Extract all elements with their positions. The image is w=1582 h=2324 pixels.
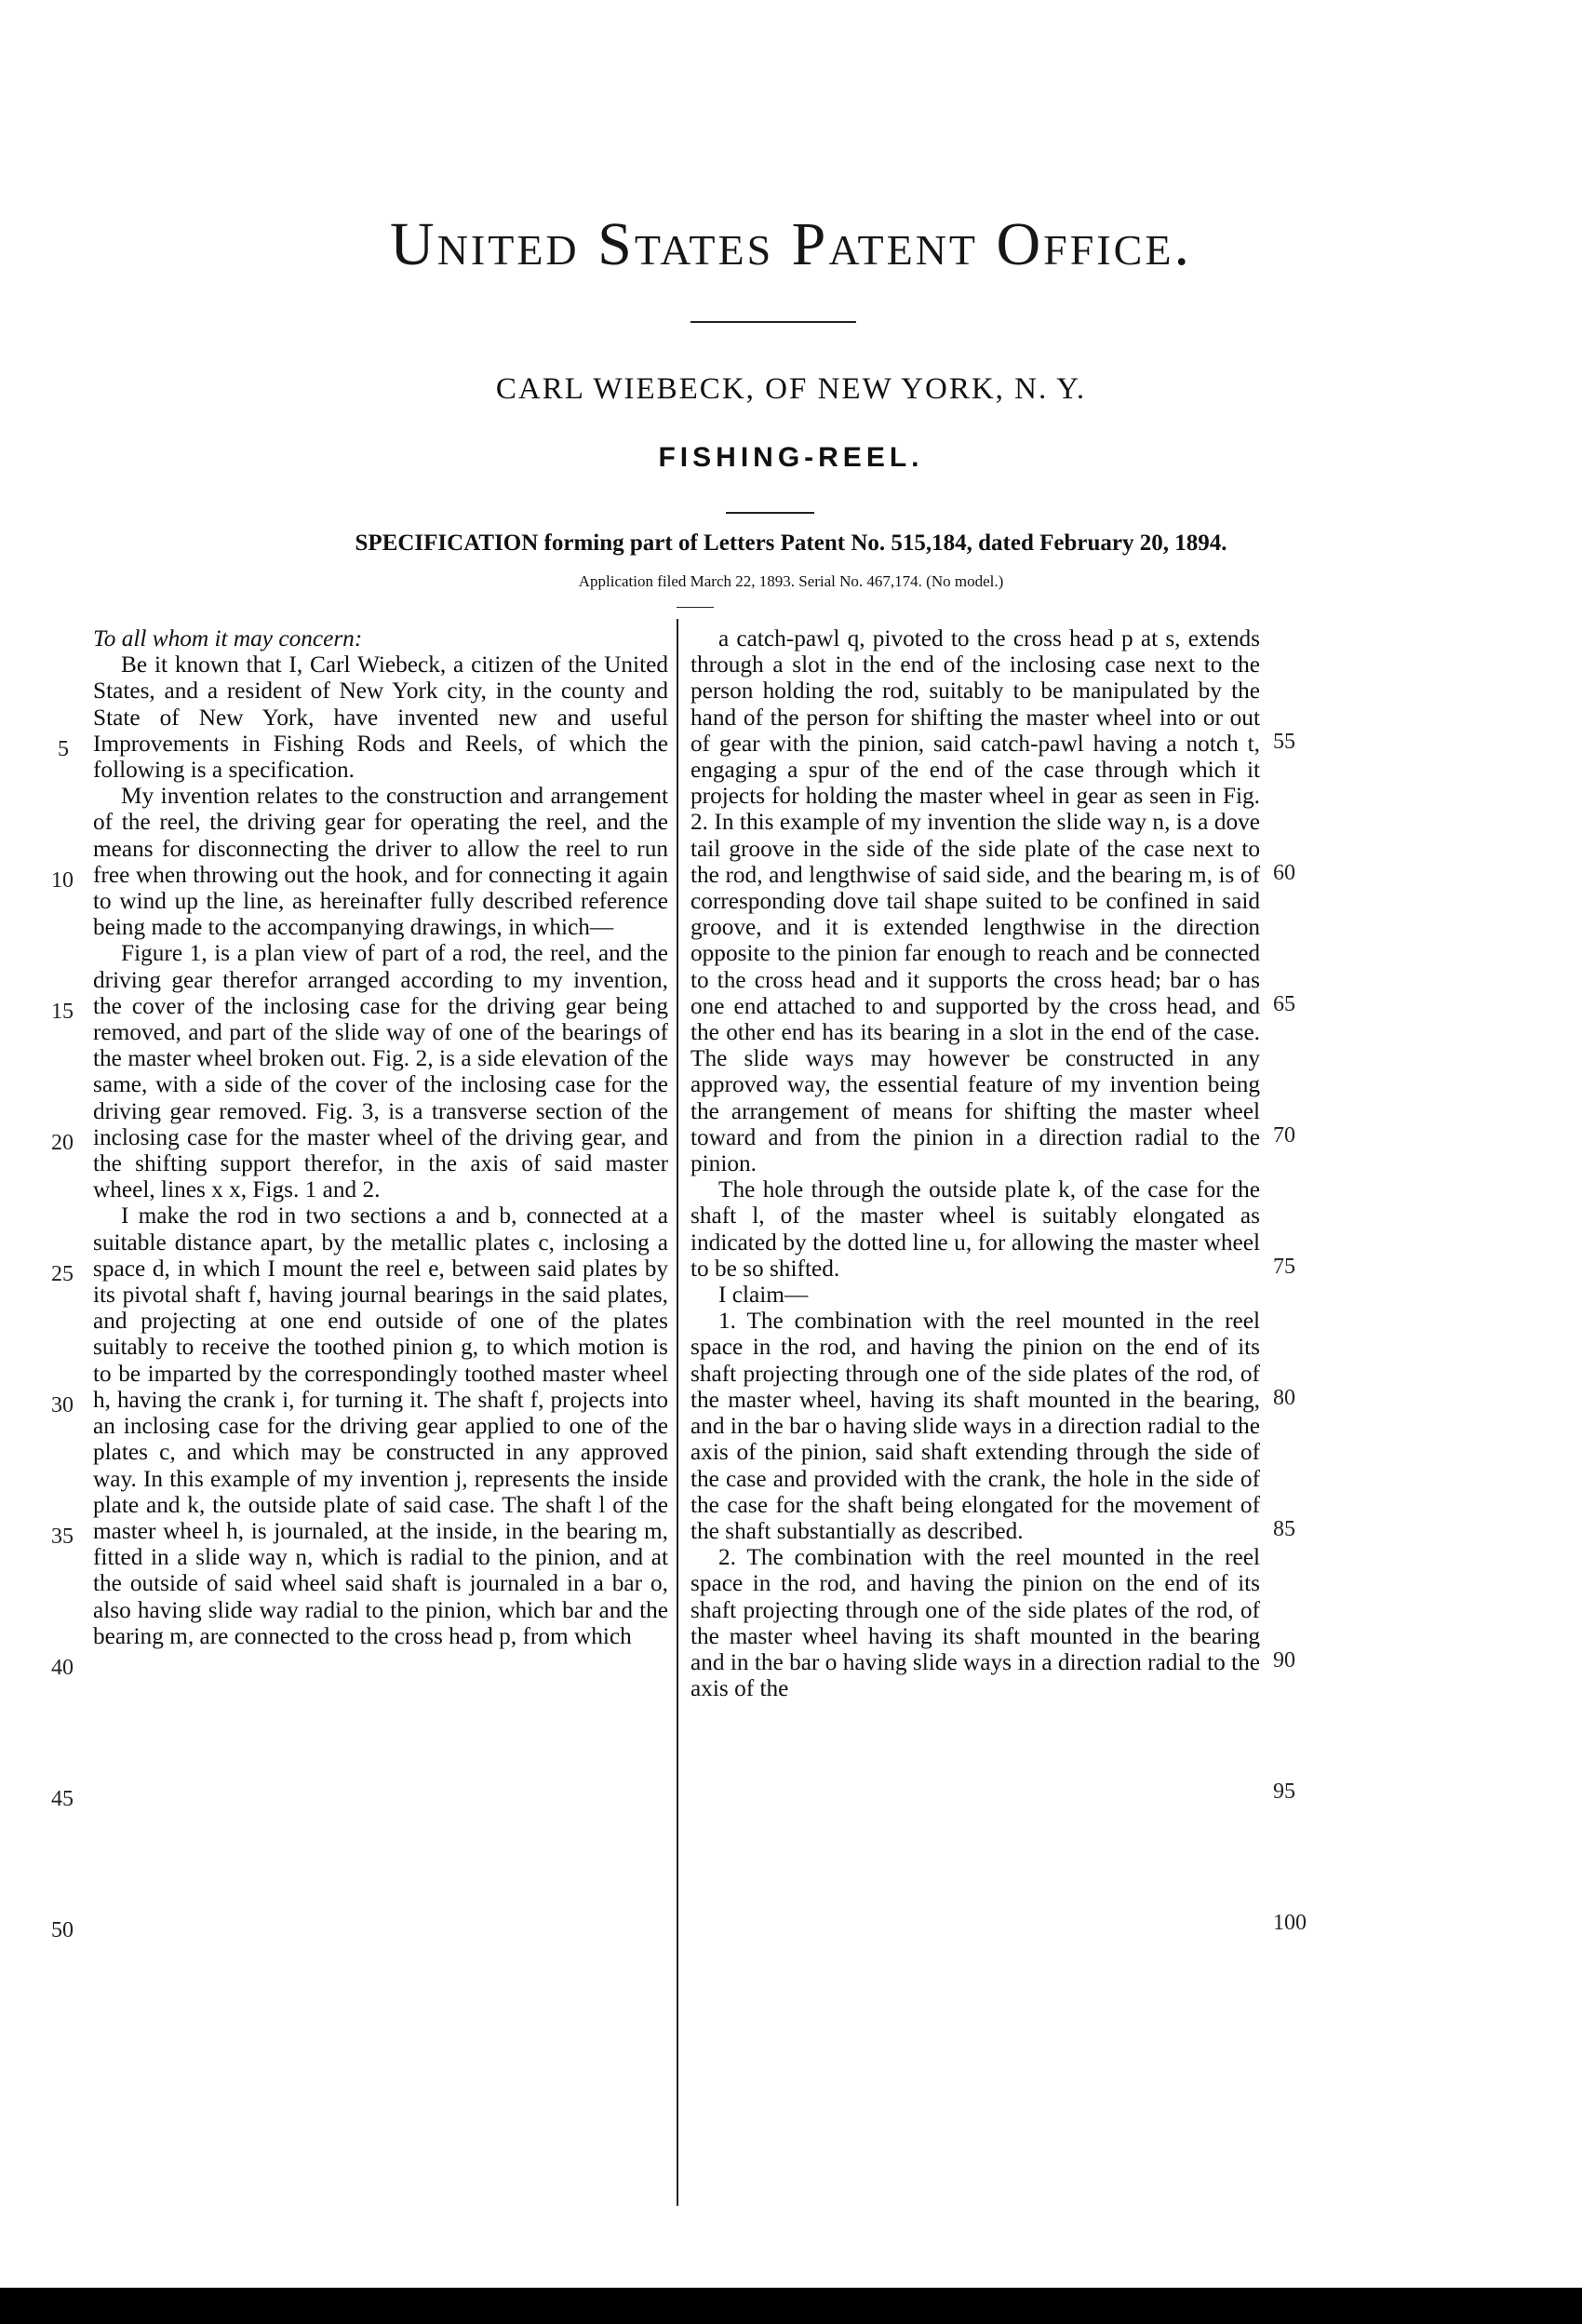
left-text-column	[93, 625, 668, 2208]
line-number: 55	[1273, 730, 1295, 754]
application-rule	[677, 607, 714, 608]
line-number: 50	[51, 1918, 74, 1942]
line-number: 25	[51, 1262, 74, 1286]
line-number: 95	[1273, 1780, 1295, 1804]
application-line: Application filed March 22, 1893. Serial No. 467,174. (No model.)	[578, 572, 1004, 590]
line-number: 80	[1273, 1386, 1295, 1410]
right-text-column	[690, 625, 1260, 2208]
paragraph: a catch-pawl q, pivoted to the cross head p at s, extends through a slot in the end of the inclosing case next to the person holding the rod, suitably to be manipulated by the hand of the person for shifting the master wheel into or out of gear with the pinion, said catch-pawl having a notch t, engaging a spur of the end of the case through which it projects for holding the master wheel in gear as seen in Fig. 2. In this example of my invention the slide way n, is a dove tail groove in the side of the side plate of the case next to the rod, and lengthwise of said side, and the bearing m, is of corresponding dove tail shape suited to be confined in said groove, and it is extended lengthwise in the direction opposite to the pinion far enough to reach and be connected to the cross head and it supports the cross head; bar o has one end attached to and supported by the cross head, and the other end has its bearing in a slot in the end of the case. The slide ways may however be constructed in any approved way, the essential feature of my invention being the arrangement of means for shifting the master wheel toward and from the pinion in a direction radial to the pinion.	[690, 625, 1260, 1177]
line-number: 35	[51, 1525, 74, 1549]
line-number: 15	[51, 1000, 74, 1024]
line-number: 30	[51, 1393, 74, 1417]
specification-line: SPECIFICATION forming part of Letters Patent No. 515,184, dated February 20, 1894.	[355, 531, 1227, 556]
line-number: 10	[51, 868, 74, 893]
line-number: 70	[1273, 1123, 1295, 1148]
claim-2: 2. The combination with the reel mounted in the reel space in the rod, and having the pinion on the end of its shaft projecting through one of the side plates of the rod, of the master wheel having its shaft mounted in the bearing and in the bar o having slide ways in a direction radial to the axis of the	[690, 1544, 1260, 1702]
line-number: 20	[51, 1131, 74, 1155]
title-rule	[726, 512, 814, 514]
line-number: 100	[1273, 1911, 1307, 1935]
line-number: 60	[1273, 861, 1295, 885]
paragraph: I make the rod in two sections a and b, connected at a suitable distance apart, by the metallic plates c, inclosing a space d, in which I mount the reel e, between said plates by its pivotal shaft f, having journal bearings in the said plates, and projecting at one end outside of one of the plates suitably to receive the toothed pinion g, to which motion is to be imparted by the correspondingly toothed master wheel h, having the crank i, for turning it. The shaft f, projects into an inclosing case for the driving gear applied to one of the plates c, and which may be constructed in any approved way. In this example of my invention j, represents the inside plate and k, the outside plate of said case. The shaft l of the master wheel h, is journaled, at the inside, in the bearing m, fitted in a slide way n, which is radial to the pinion, and at the outside of said wheel said shaft is journaled in a bar o, also having slide way radial to the pinion, which bar and the bearing m, are connected to the cross head p, from which	[93, 1202, 668, 1649]
line-number: 75	[1273, 1255, 1295, 1279]
line-number: 65	[1273, 992, 1295, 1016]
scan-bottom-band	[0, 2288, 1582, 2324]
line-number: 45	[51, 1787, 74, 1811]
header-rule	[690, 321, 856, 323]
inventor-line: CARL WIEBECK, OF NEW YORK, N. Y.	[495, 372, 1087, 406]
paragraph: Figure 1, is a plan view of part of a rod, the reel, and the driving gear therefor arranged according to my invention, the cover of the inclosing case for the driving gear being removed, and part of the slide way of one of the bearings of the master wheel broken out. Fig. 2, is a side elevation of the same, with a side of the cover of the inclosing case for the driving gear removed. Fig. 3, is a transverse section of the inclosing case for the master wheel of the driving gear, and the shifting support therefor, in the axis of said master wheel, lines x x, Figs. 1 and 2.	[93, 940, 668, 1203]
claim-1: 1. The combination with the reel mounted in the reel space in the rod, and having the pinion on the end of its shaft projecting through one of the side plates of the rod, of the master wheel, having its shaft mounted in the bearing, and in the bar o having slide ways in a direction radial to the axis of the pinion, said shaft extending through the side of the case and provided with the crank, the hole in the side of the case for the shaft being elongated for the movement of the shaft substantially as described.	[690, 1308, 1260, 1544]
paragraph: My invention relates to the construction and arrangement of the reel, the driving gear for operating the reel, and the means for disconnecting the driver to allow the reel to run free when throwing out the hook, and for connecting it again to wind up the line, as hereinafter fully described reference being made to the accompanying drawings, in which—	[93, 783, 668, 941]
line-number: 5	[58, 737, 69, 761]
claim-heading: I claim—	[718, 1282, 809, 1309]
invention-title: FISHING-REEL.	[658, 442, 924, 473]
office-title: United States Patent Office.	[390, 210, 1192, 278]
paragraph: The hole through the outside plate k, of the case for the shaft l, of the master wheel is suitably elongated as indicated by the dotted line u, for allowing the master wheel to be so shifted.	[690, 1176, 1260, 1282]
line-number: 40	[51, 1656, 74, 1680]
salutation: To all whom it may concern:	[93, 625, 363, 652]
paragraph: Be it known that I, Carl Wiebeck, a citizen of the United States, and a resident of New York city, in the county and State of New York, have invented new and useful Improvements in Fishing Rods and Reels, of which the following is a specification.	[93, 652, 668, 784]
line-number: 85	[1273, 1517, 1295, 1541]
column-divider	[677, 619, 678, 2206]
line-number: 90	[1273, 1648, 1295, 1672]
